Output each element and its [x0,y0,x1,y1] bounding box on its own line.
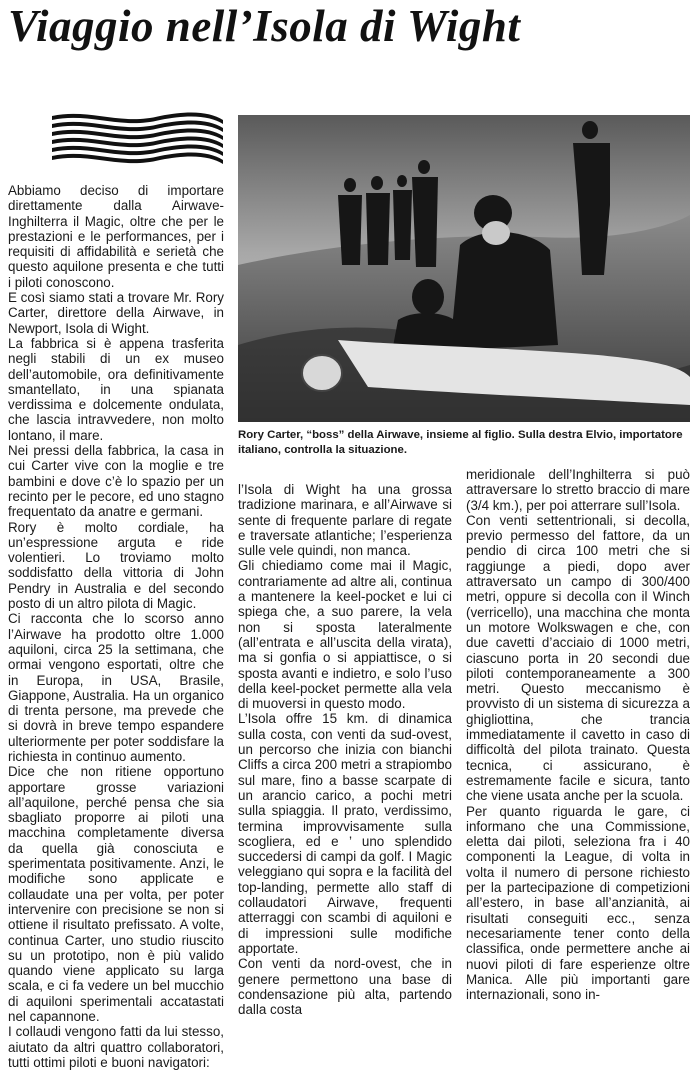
paragraph: Rory è molto cordiale, ha un’espressione arguta e ride volentieri. Lo troviamo molto soddisfatto della vittoria di John Pendry in Australia e del secondo posto di un altro pilota di Magic. [8,519,224,612]
article-column-3 [466,467,690,1002]
photo-people-on-hilltop [238,115,690,422]
paragraph: meridionale dell’Inghilterra si può attraversare lo stretto braccio di mare (3/4 km.), per poi atterrare sull’Isola. [466,467,690,513]
photo-caption: Rory Carter, “boss” della Airwave, insieme al figlio. Sulla destra Elvio, importatore italiano, controlla la situazione. [238,429,683,456]
paragraph: La fabbrica si è appena trasferita negli stabili di un ex museo dell’automobile, ora definitivamente smantellato, in una spianata verdissima e dolcemente ondulata, che lascia intravvedere, non molto lontano, il mare. [8,335,224,443]
paragraph: Dice che non ritiene opportuno apportare grosse variazioni all’aquilone, perché pensa che sia sbagliato proporre ai piloti una macchina completamente diversa da quella già conosciuta e sperimentata positivamente. Anzi, le modifiche sono applicate e collaudate una per volta, per poter intervenire con precisione se non si ottiene il risultato prefissato. A volte, continua Carter, uno studio riuscito su un prototipo, non è più valido quando viene applicato su larga scala, e ci fa vedere un bel mucchio di aquiloni sperimentali accatastati nel capannone. [8,764,224,1025]
paragraph: Ci racconta che lo scorso anno l’Airwave ha prodotto oltre 1.000 aquiloni, circa 25 la settimana, che ormai vengono esportati, oltre che in Europa, in USA, Brasile, Giappone, Australia. Ha un organico di trenta persone, ma prevede che si dovrà in breve tempo espandere ulteriormente per poter soddisfare la richiesta in continuo aumento. [8,611,224,764]
paragraph: Per quanto riguarda le gare, ci informano che una Commissione, eletta dai piloti, seleziona fra i 40 componenti la League, di volta in volta il numero di persone richiesto per la partecipazione di competizioni all’estero, in base all’anzianità, ai risultati conseguiti ecc., senza necesariamente tener conto della classifica, onde permettere anche ai nuovi piloti di fare esperienze oltre Manica. Alle più importanti gare internazionali, sono in- [466,803,690,1003]
paragraph: l’Isola di Wight ha una grossa tradizione marinara, e all’Airwave si sente di frequente parlare di regate e traversate atlantiche; l’esperienza sulle vele quindi, non manca. [238,482,452,559]
paragraph: Gli chiediamo come mai il Magic, contrariamente ad altre ali, continua a mantenere la keel-pocket e lui ci spiega che, a suo parere, la vela non si sposta lateralmente (all’entrata e all’uscita della virata), ma si gonfia o si appiattisce, o si sposta avanti e indietro, e solo l’uso della keel-pocket permette alla vela di muoversi in questo modo. [238,558,452,712]
article-column-1 [8,183,224,1070]
paragraph: Con venti settentrionali, si decolla, previo permesso del fattore, da un pendio di circa 100 metri che si raggiunge a piedi, dopo aver attraversato un campo di 300/400 metri, oppure si decolla con il Winch (verricello), una macchina che monta un motore Wolkswagen e che, con due cavetti d’acciaio di 1000 metri, ciascuno porta in 20 secondi due piloti contemporaneamente a 300 metri. Questo meccanismo è provvisto di un sistema di sicurezza a ghigliottina, che trancia immediatamente il cavetto in caso di difficoltà del pilota trainato. Questa tecnica, ci assicurano, è estremamente facile e sicura, tanto che viene usata anche per la scuola. [466,512,690,804]
wavy-flag-graphic [50,110,225,168]
paragraph: Con venti da nord-ovest, che in genere permettono una base di condensazione più alta, partendo dalla costa [238,956,452,1018]
paragraph: Abbiamo deciso di importare direttamente dalla Airwave-Inghilterra il Magic, oltre che per le prestazioni e le performances, per i requisiti di affidabilità e serietà che questo aquilone presenta e che tutti i piloti conoscono. [8,183,224,290]
paragraph: E così siamo stati a trovare Mr. Rory Carter, direttore della Airwave, in Newport, Isola di Wight. [8,290,224,336]
paragraph: Nei pressi della fabbrica, la casa in cui Carter vive con la moglie e tre bambini e dove c’è lo spazio per un recinto per le pecore, ed uno stagno frequentato da anatre e germani. [8,443,224,520]
paragraph: I collaudi vengono fatti da lui stesso, aiutato da altri quattro collaboratori, tutti ottimi piloti e buoni navigatori: [8,1024,224,1070]
paragraph: L’Isola offre 15 km. di dinamica sulla costa, con venti da sud-ovest, un percorso che inizia con bianchi Cliffs a circa 200 metri a strapiombo sul mare, fino a basse scarpate di un arancio carico, a pochi metri sulla spiaggia. Il prato, verdissimo, termina improvvisamente sulla scogliera, ed e ’ uno splendido succedersi di campi da golf. I Magic veleggiano qui sopra e la facilità del top-landing, permette allo staff di collaudatori Airwave, frequenti atterraggi con scambi di aquiloni e di impressioni sulle modifiche apportate. [238,711,452,956]
article-column-2 [238,482,452,1017]
article-title: Viaggio nell’Isola di Wight [8,1,521,51]
